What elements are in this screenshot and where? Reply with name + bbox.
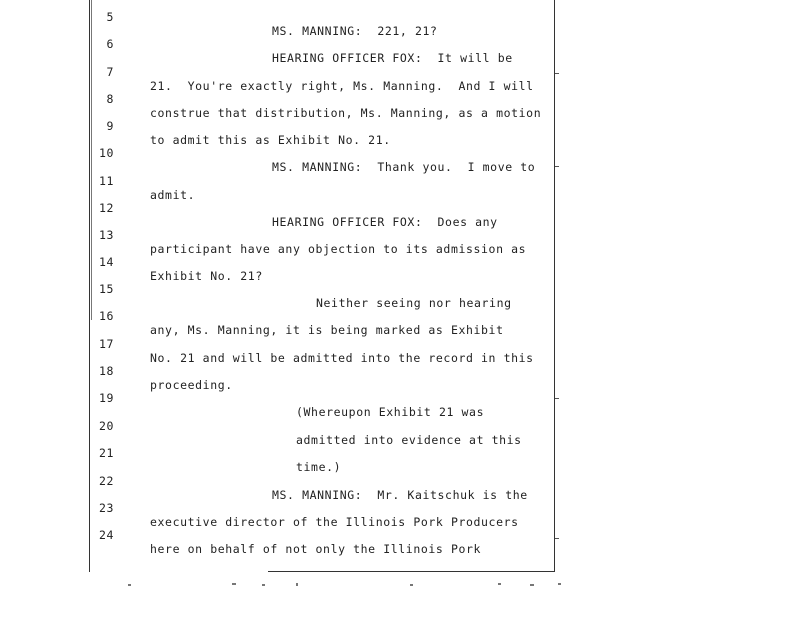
transcript-line [0,405,800,447]
line-number: 7 [106,65,114,79]
transcript-line [0,23,800,65]
line-text: to admit this as Exhibit No. 21. [150,133,391,147]
transcript-line [0,514,800,556]
line-text: HEARING OFFICER FOX: It will be [272,51,513,65]
line-text: time.) [296,460,342,474]
line-text: Neither seeing nor hearing [316,296,512,310]
line-text: HEARING OFFICER FOX: Does any [272,215,498,229]
transcript-line [0,132,800,174]
line-number: 8 [106,92,114,106]
transcript-line [0,214,800,256]
line-number: 6 [106,37,114,51]
transcript-line [0,78,800,120]
line-text: proceeding. [150,378,233,392]
line-number: 5 [106,10,114,24]
transcript-line [0,241,800,283]
line-number: 19 [98,391,114,405]
transcript-line [0,51,800,93]
transcript-line [0,160,800,202]
line-text: MS. MANNING: 221, 21? [272,24,438,38]
transcript-line [0,432,800,474]
line-number: 9 [106,119,114,133]
line-number: 18 [98,364,114,378]
scan-tick-mark [555,73,559,74]
scan-tick-mark [555,538,559,539]
line-text: executive director of the Illinois Pork Producers [150,515,519,529]
transcript-line [0,460,800,502]
line-text: (Whereupon Exhibit 21 was [296,405,485,419]
line-text: MS. MANNING: Mr. Kaitschuk is the [272,488,528,502]
transcript-line [0,487,800,529]
line-number: 15 [98,282,114,296]
line-number: 10 [98,146,114,160]
line-text: admitted into evidence at this [296,433,522,447]
transcript-line [0,295,800,337]
transcript-line [0,268,800,310]
line-number: 17 [98,337,114,351]
scan-artifact-row [0,570,560,584]
line-number: 12 [98,201,114,215]
transcript-line [0,377,800,419]
line-number: 22 [98,474,114,488]
line-number: 16 [98,309,114,323]
line-number: 20 [98,419,114,433]
scan-tick-mark [555,398,559,399]
line-number: 21 [98,446,114,460]
line-text: 21. You're exactly right, Ms. Manning. And I will [150,79,534,93]
transcript-line [0,187,800,229]
line-text: here on behalf of not only the Illinois Pork [150,542,482,556]
line-number: 24 [98,528,114,542]
line-text: Exhibit No. 21? [150,269,263,283]
line-text: construe that distribution, Ms. Manning, as a motion [150,106,542,120]
line-number: 23 [98,501,114,515]
transcript-line [0,105,800,147]
transcript-line [0,323,800,365]
line-number: 13 [98,228,114,242]
transcript-line [0,350,800,392]
line-text: participant have any objection to its admission as [150,242,527,256]
line-text: No. 21 and will be admitted into the record in this [150,351,534,365]
line-number: 14 [98,255,114,269]
line-text: MS. MANNING: Thank you. I move to [272,160,536,174]
line-text: any, Ms. Manning, it is being marked as Exhibit [150,323,504,337]
line-number: 11 [98,174,114,188]
line-text: admit. [150,188,196,202]
transcript-line [0,0,800,38]
